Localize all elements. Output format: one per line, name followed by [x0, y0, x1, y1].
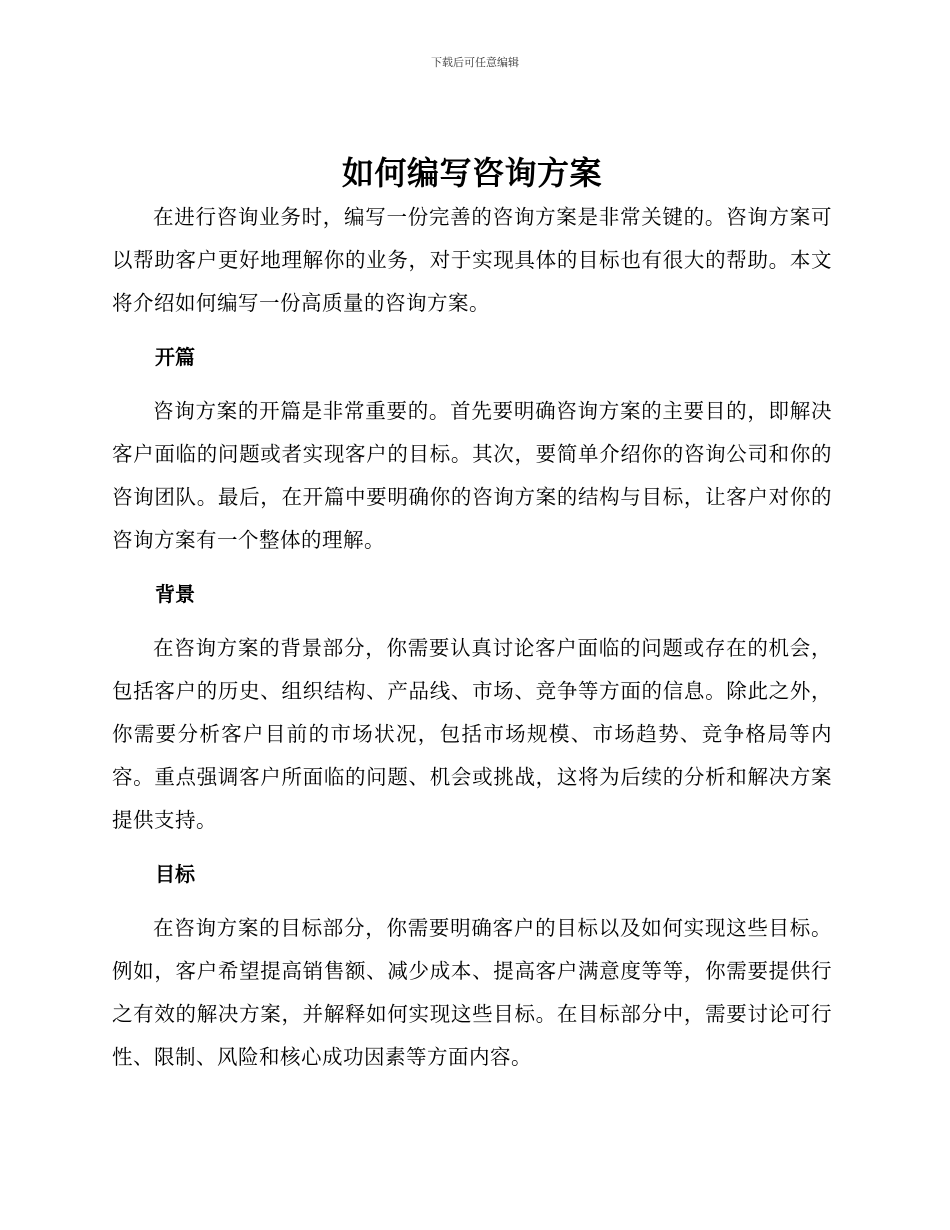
- section-paragraph: 在咨询方案的背景部分，你需要认真讨论客户面临的问题或存在的机会，包括客户的历史、组织结构、产品线、市场、竞争等方面的信息。除此之外，你需要分析客户目前的市场状况，包括市场规模、市场趋势、竞争格局等内容。重点强调客户所面临的问题、机会或挑战，这将为后续的分析和解决方案提供支持。: [112, 636, 832, 832]
- section-opening: [112, 336, 832, 562]
- section-paragraph: 在咨询方案的目标部分，你需要明确客户的目标以及如何实现这些目标。例如，客户希望提高销售额、减少成本、提高客户满意度等等，你需要提供行之有效的解决方案，并解释如何实现这些目标。在目标部分中，需要讨论可行性、限制、风险和核心成功因素等方面内容。: [112, 916, 832, 1069]
- section-heading: 目标: [155, 862, 195, 886]
- page-header: 下载后可任意编辑: [431, 56, 519, 69]
- section-heading: 开篇: [155, 345, 195, 369]
- section-goals: [112, 853, 832, 1079]
- section-heading: 背景: [155, 582, 195, 606]
- intro-paragraph: 在进行咨询业务时，编写一份完善的咨询方案是非常关键的。咨询方案可以帮助客户更好地理解你的业务，对于实现具体的目标也有很大的帮助。本文将介绍如何编写一份高质量的咨询方案。: [112, 205, 832, 315]
- document-title: 如何编写咨询方案: [341, 154, 602, 192]
- section-paragraph: 咨询方案的开篇是非常重要的。首先要明确咨询方案的主要目的，即解决客户面临的问题或者实现客户的目标。其次，要简单介绍你的咨询公司和你的咨询团队。最后，在开篇中要明确你的咨询方案的结构与目标，让客户对你的咨询方案有一个整体的理解。: [112, 399, 832, 552]
- document-body: [112, 150, 832, 1079]
- section-background: [112, 573, 832, 842]
